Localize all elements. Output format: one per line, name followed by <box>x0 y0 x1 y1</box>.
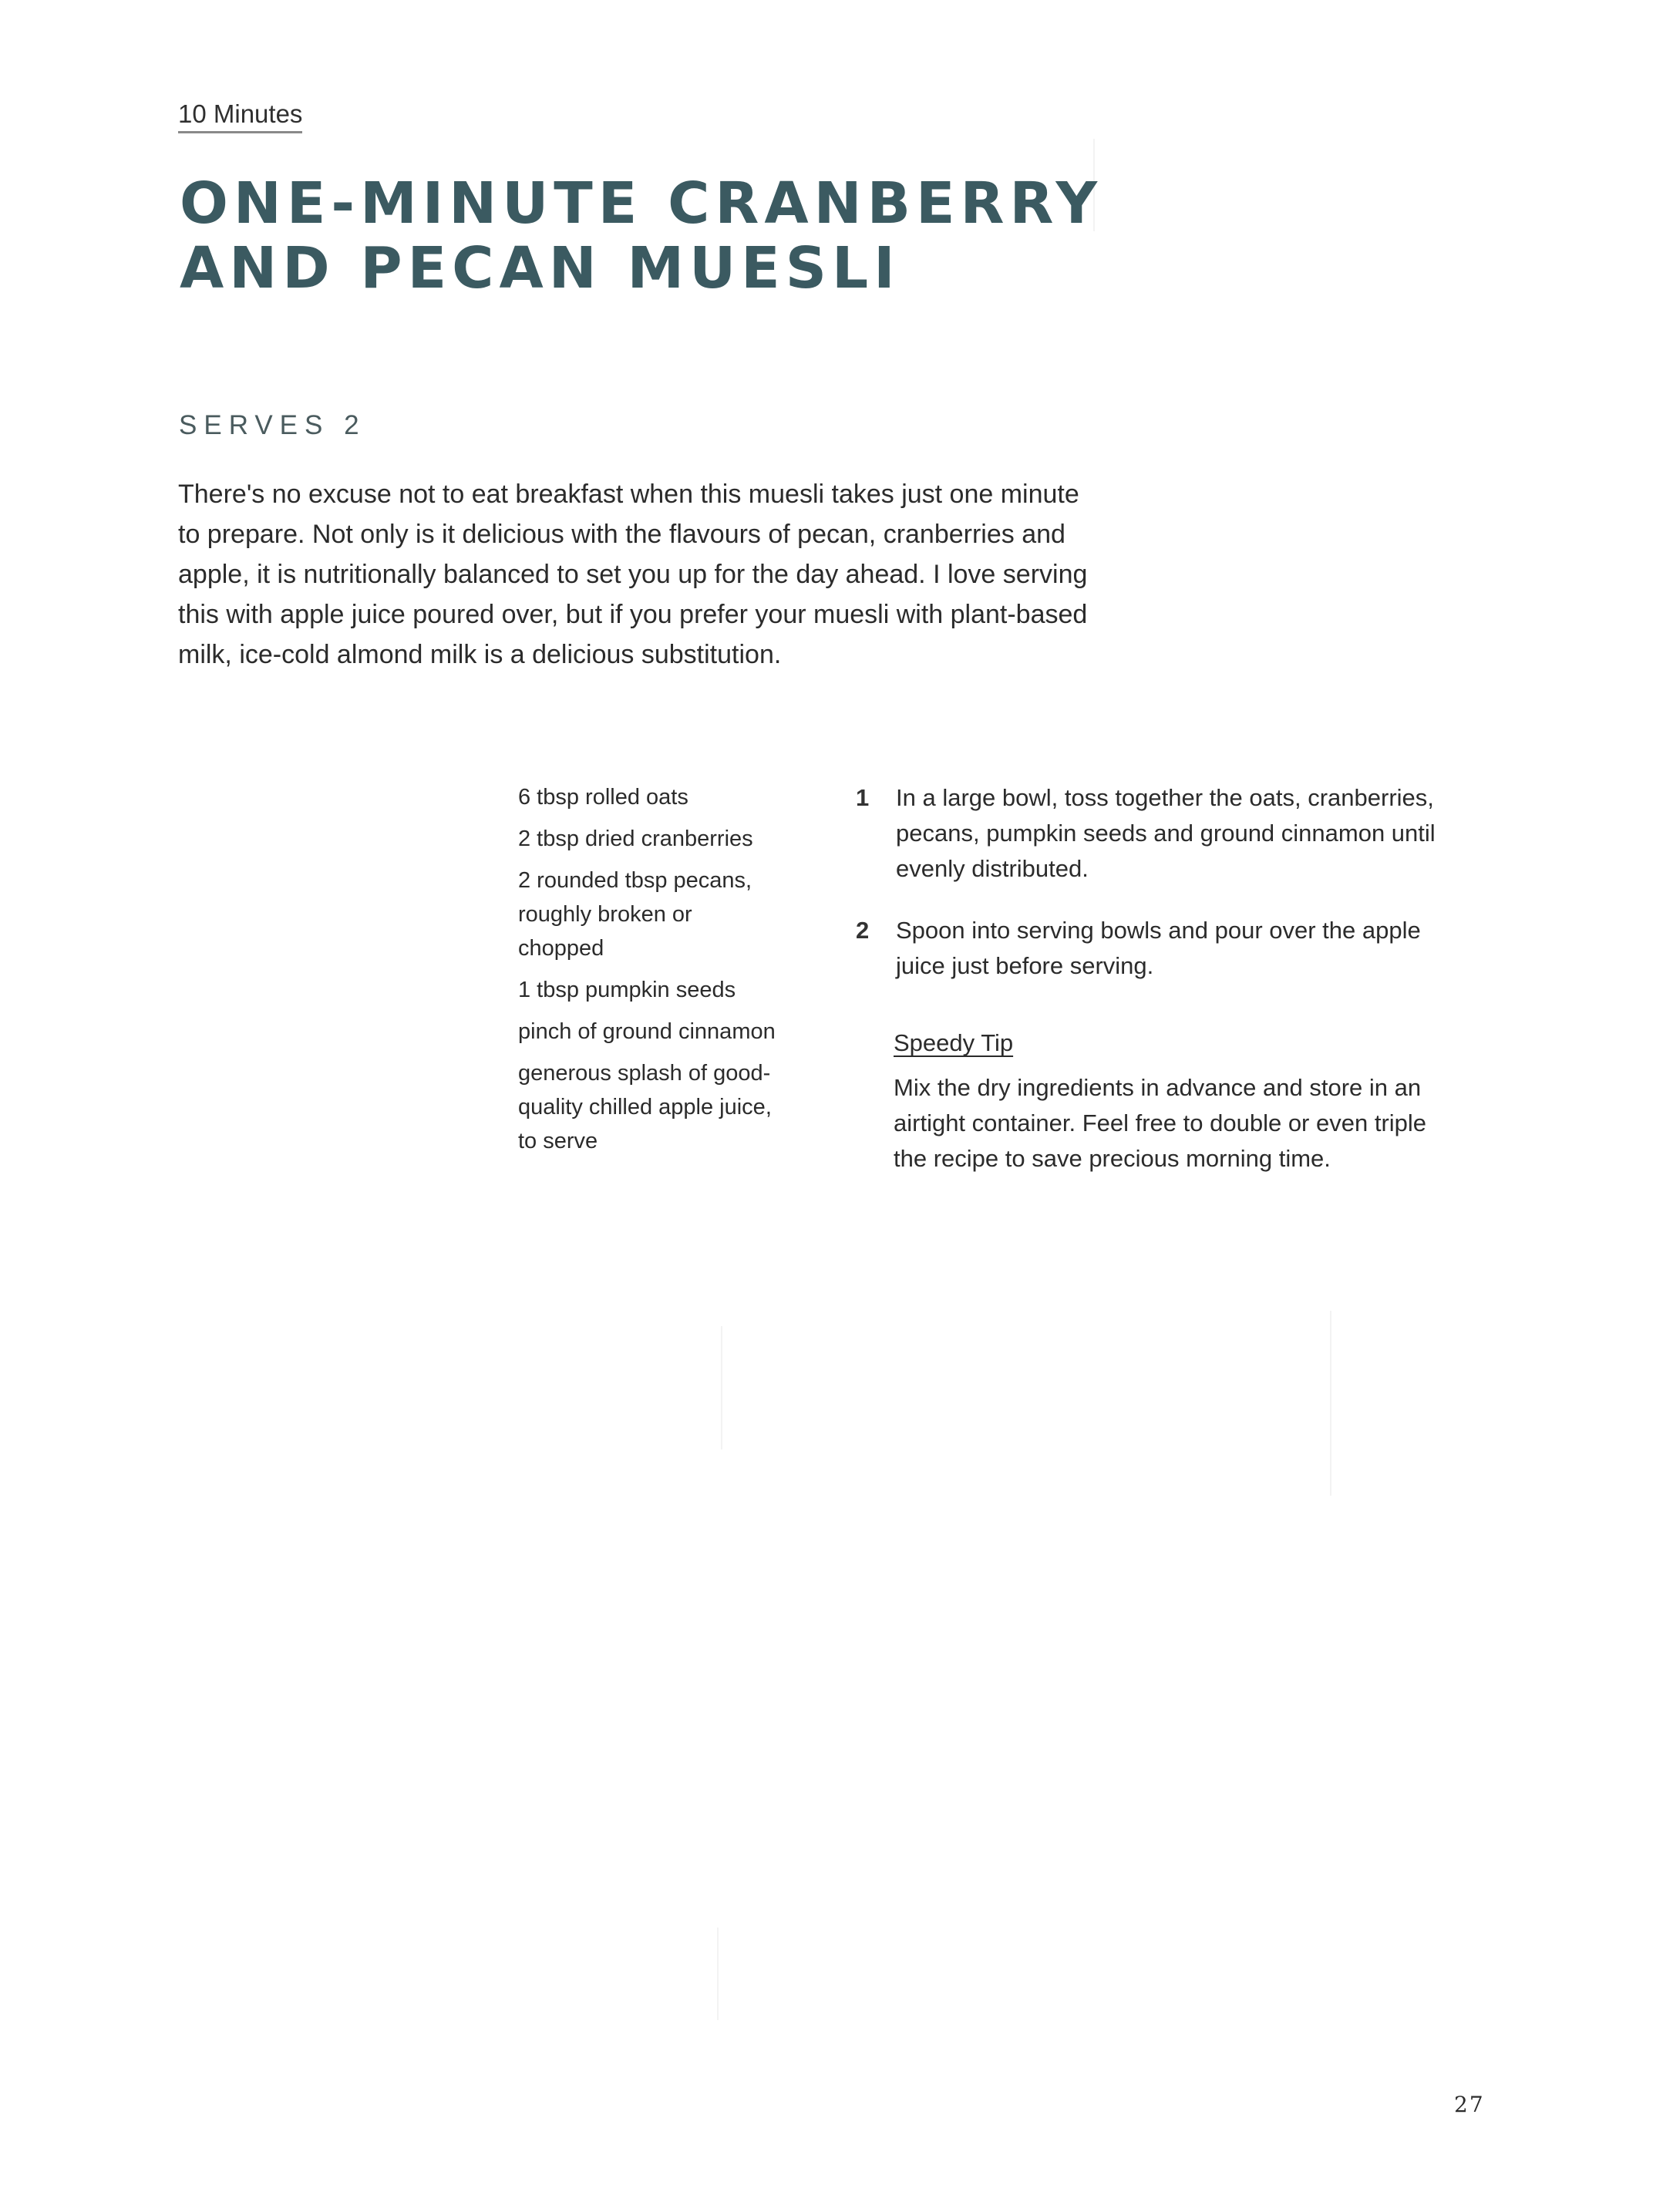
ingredient-line: quality chilled apple juice, <box>518 1095 772 1119</box>
tip-line: airtight container. Feel free to double or even triple <box>894 1109 1427 1136</box>
ingredient-line: 1 tbsp pumpkin seeds <box>518 978 736 1002</box>
ingredient-item <box>518 822 826 856</box>
tip-line: Mix the dry ingredients in advance and store in an <box>894 1074 1422 1101</box>
step-line: evenly distributed. <box>896 855 1089 882</box>
chapter-label: 10 Minutes <box>178 99 302 133</box>
ingredient-line: generous splash of good- <box>518 1061 771 1086</box>
tip-line: the recipe to save precious morning time. <box>894 1145 1331 1172</box>
ingredient-item <box>518 864 826 965</box>
scan-artifact <box>721 1326 722 1449</box>
ingredient-line: 2 tbsp dried cranberries <box>518 827 753 851</box>
scan-artifact <box>717 1928 719 2020</box>
step-number: 1 <box>856 784 870 811</box>
intro-line: There's no excuse not to eat breakfast when this muesli takes just one minute <box>178 480 1079 509</box>
ingredient-item <box>518 780 826 814</box>
step-line: In a large bowl, toss together the oats, cranberries, <box>896 784 1434 811</box>
ingredients-list <box>518 780 826 1166</box>
speedy-tip <box>894 1025 1480 1177</box>
recipe-title-line-2: AND PECAN MUESLI <box>180 235 901 301</box>
recipe-title-line-1: ONE-MINUTE CRANBERRY <box>180 170 1103 237</box>
ingredient-line: 6 tbsp rolled oats <box>518 785 688 810</box>
ingredient-line: roughly broken or <box>518 902 692 927</box>
method-step <box>852 780 1484 887</box>
tip-heading: Speedy Tip <box>894 1029 1014 1056</box>
intro-line: milk, ice-cold almond milk is a delicious substitution. <box>178 640 782 669</box>
method-step <box>852 913 1484 984</box>
ingredient-line: to serve <box>518 1129 598 1153</box>
intro-line: to prepare. Not only is it delicious with the flavours of pecan, cranberries and <box>178 520 1065 549</box>
step-text <box>896 780 1436 887</box>
intro-line: this with apple juice poured over, but if you prefer your muesli with plant-based <box>178 600 1088 629</box>
ingredient-line: pinch of ground cinnamon <box>518 1019 776 1044</box>
intro-paragraph <box>178 474 1157 675</box>
intro-line: apple, it is nutritionally balanced to set you up for the day ahead. I love serving <box>178 560 1088 589</box>
scan-artifact <box>1330 1311 1331 1496</box>
step-number: 2 <box>856 917 870 944</box>
tip-body <box>894 1070 1480 1177</box>
ingredient-item <box>518 1056 826 1158</box>
recipe-title <box>180 171 1102 301</box>
step-line: juice just before serving. <box>896 952 1154 979</box>
ingredient-line: chopped <box>518 936 604 961</box>
serves-label: SERVES 2 <box>179 410 366 440</box>
ingredient-item <box>518 1015 826 1049</box>
ingredient-line: 2 rounded tbsp pecans, <box>518 868 752 893</box>
step-line: pecans, pumpkin seeds and ground cinnamon until <box>896 820 1436 847</box>
page-number: 27 <box>1454 2092 1485 2117</box>
method-steps <box>852 780 1484 1010</box>
step-line: Spoon into serving bowls and pour over the apple <box>896 917 1421 944</box>
ingredient-item <box>518 973 826 1007</box>
step-text <box>896 913 1421 984</box>
